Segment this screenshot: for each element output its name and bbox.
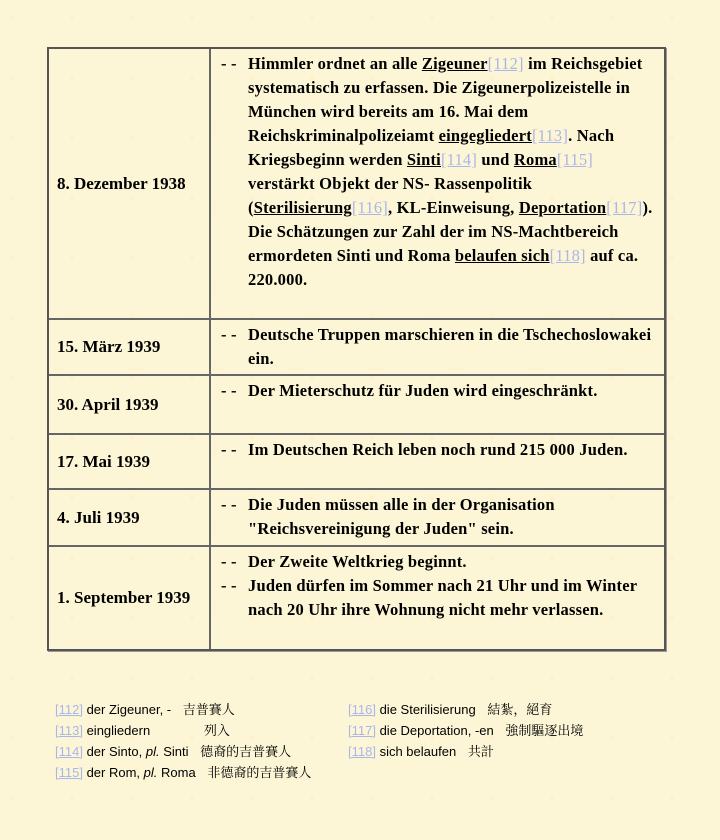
event-text: Die Juden müssen alle in der Organisation "Reichsvereinigung der Juden" sein. (248, 495, 555, 538)
table-row (49, 488, 664, 545)
footnote-item (348, 721, 583, 742)
event-text: . Nach Kriegsbeginn werden (248, 126, 615, 169)
date-cell: 30. April 1939 (49, 376, 211, 433)
footnote-translation: 共計 (467, 745, 494, 760)
vocab-term: Roma (513, 150, 557, 169)
footnote-term-part: Roma (157, 765, 196, 780)
footnote-term-part: Sinti (159, 744, 189, 759)
event-text: Der Mieterschutz für Juden wird eingeschränkt. (248, 381, 598, 400)
event-cell (211, 49, 664, 318)
event-text: Himmler ordnet an alle (248, 54, 422, 73)
footnotes-left (55, 700, 311, 784)
footnote-translation: 列入 (203, 724, 230, 739)
date-cell: 4. Juli 1939 (49, 490, 211, 545)
footnote-item (348, 742, 583, 763)
event-entry (221, 52, 658, 292)
footnote-link-114[interactable]: [114] (440, 150, 478, 169)
footnote-ref[interactable]: [113] (55, 723, 83, 738)
footnote-link-113[interactable]: [113] (531, 126, 569, 145)
dash-marker: - - (221, 325, 237, 344)
footnote-translation: 德裔的吉普賽人 (200, 745, 292, 760)
footnote-translation: 結紮，絕育 (487, 703, 553, 718)
event-cell (211, 490, 664, 545)
vocab-term: eingegliedert (438, 126, 532, 145)
footnote-term: der Zigeuner, - (86, 702, 172, 717)
footnotes-right (348, 700, 583, 763)
footnote-translation: 非德裔的吉普賽人 (207, 766, 312, 781)
footnote-ref[interactable]: [116] (348, 702, 376, 717)
event-text: Juden dürfen im Sommer nach 21 Uhr und im Winter nach 20 Uhr ihre Wohnung nicht mehr verlassen. (248, 576, 638, 619)
footnote-item (55, 763, 311, 784)
event-entry (221, 438, 658, 462)
event-entry (221, 379, 658, 403)
event-cell (211, 547, 664, 649)
event-cell (211, 435, 664, 488)
footnote-ref[interactable]: [118] (348, 744, 376, 759)
timeline-table (47, 47, 666, 651)
footnote-item (55, 742, 311, 763)
dash-marker: - - (221, 576, 237, 595)
footnote-ref[interactable]: [115] (55, 765, 83, 780)
dash-marker: - - (221, 552, 237, 571)
date-cell: 15. März 1939 (49, 320, 211, 374)
table-row (49, 49, 664, 318)
footnote-translation: 吉普賽人 (182, 703, 235, 718)
vocab-term: Sterilisierung (253, 198, 352, 217)
footnote-term: sich belaufen (379, 744, 457, 759)
footnote-ref[interactable]: [114] (55, 744, 83, 759)
table-row (49, 318, 664, 374)
footnote-term-plural: pl. (145, 744, 160, 759)
event-text: verstärkt Objekt der NS- Rassenpolitik ( (248, 174, 533, 217)
footnote-term-part: der Sinto, (86, 744, 146, 759)
event-entry (221, 574, 658, 622)
footnote-item (55, 721, 311, 742)
footnote-term (87, 765, 196, 780)
table-row (49, 374, 664, 433)
event-text: Deutsche Truppen marschieren in die Tschechoslowakei ein. (248, 325, 652, 368)
vocab-term: belaufen sich (454, 246, 550, 265)
footnote-term (87, 744, 189, 759)
footnote-item (55, 700, 311, 721)
event-entry (221, 550, 658, 574)
footnote-term-part: der Rom, (86, 765, 144, 780)
event-text: und (477, 150, 514, 169)
event-text: Im Deutschen Reich leben noch rund 215 000 Juden. (248, 440, 628, 459)
footnote-link-118[interactable]: [118] (549, 246, 586, 265)
event-cell (211, 320, 664, 374)
date-cell: 1. September 1939 (49, 547, 211, 649)
dash-marker: - - (221, 495, 237, 514)
footnote-term: eingliedern (86, 723, 151, 738)
event-text: auf ca. 220.000. (248, 246, 639, 289)
event-entry (221, 493, 658, 541)
footnote-term: die Deportation, -en (379, 723, 494, 738)
event-entry (221, 323, 658, 371)
dash-marker: - - (221, 54, 237, 73)
footnote-term-plural: pl. (143, 765, 158, 780)
vocab-term: Deportation (518, 198, 607, 217)
date-cell: 17. Mai 1939 (49, 435, 211, 488)
footnote-translation: 強制驅逐出境 (505, 724, 584, 739)
vocab-term: Sinti (406, 150, 441, 169)
dash-marker: - - (221, 381, 237, 400)
footnote-ref[interactable]: [117] (348, 723, 376, 738)
event-text: ). Die Schätzungen zur Zahl der im NS-Machtbereich ermordeten Sinti und Roma (248, 198, 653, 265)
footnote-term: die Sterilisierung (379, 702, 476, 717)
table-row (49, 545, 664, 649)
event-cell (211, 376, 664, 433)
footnote-link-116[interactable]: [116] (351, 198, 388, 217)
footnote-ref[interactable]: [112] (55, 702, 83, 717)
footnote-link-112[interactable]: [112] (487, 54, 524, 73)
footnote-item (348, 700, 583, 721)
footnote-link-115[interactable]: [115] (556, 150, 593, 169)
dash-marker: - - (221, 440, 237, 459)
event-text: , KL-Einweisung, (387, 198, 519, 217)
date-cell: 8. Dezember 1938 (49, 49, 211, 318)
event-text: Der Zweite Weltkrieg beginnt. (248, 552, 467, 571)
vocab-term: Zigeuner (421, 54, 488, 73)
footnote-link-117[interactable]: [117] (606, 198, 643, 217)
event-text: im Reichsgebiet systematisch zu erfassen. Die Zigeunerpolizeistelle in München wird bereits am 16. Mai dem Reichskriminalpolizeiamt (248, 54, 643, 145)
table-row (49, 433, 664, 488)
